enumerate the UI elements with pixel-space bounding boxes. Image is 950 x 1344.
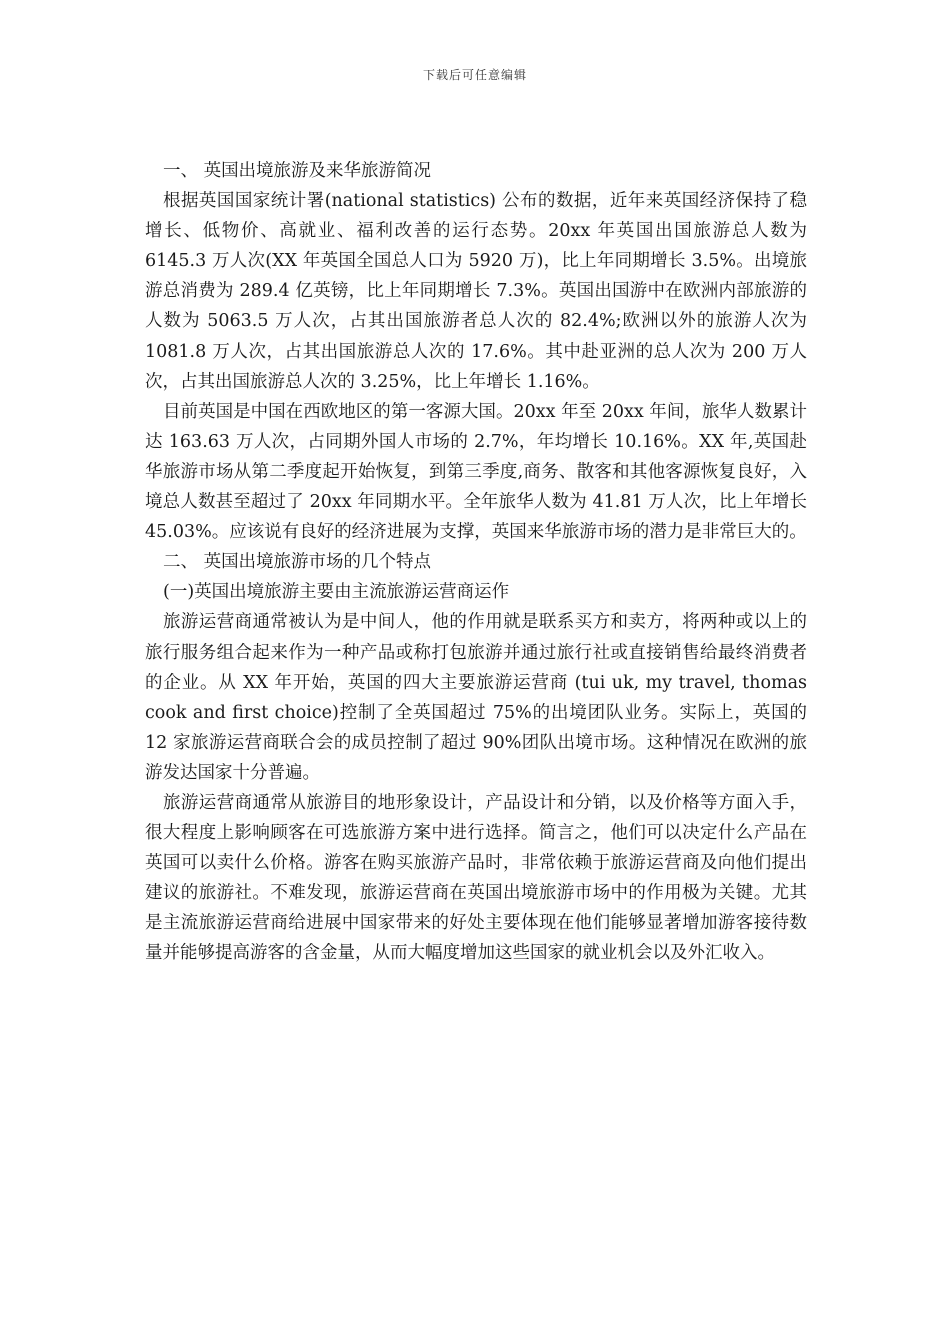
page-header: 下载后可任意编辑	[422, 68, 527, 82]
section-1-title: 一、 英国出境旅游及来华旅游简况	[163, 161, 432, 181]
paragraph-2: 目前英国是中国在西欧地区的第一客源大国。20xx 年至 20xx 年间，旅华人数累计达 163.63 万人次，占同期外国人市场的 2.7%，年均增长 10.16%。XX 年,英国赴华旅游市场从第二季度起开始恢复，到第三季度,商务、散客和其他客源恢复良好，入境总人数甚至超过了 20xx 年同期水平。全年旅华人数为 41.81 万人次，比上年增长 45.03%。应该说有良好的经济进展为支撑，英国来华旅游市场的潜力是非常巨大的。	[145, 401, 807, 543]
paragraph-1: 根据英国国家统计署(national statistics) 公布的数据，近年来英国经济保持了稳增长、低物价、高就业、福利改善的运行态势。20xx 年英国出国旅游总人数为 6145.3 万人次(XX 年英国全国总人口为 5920 万)，比上年同期增长 3.5%。出境旅游总消费为 289.4 亿英镑，比上年同期增长 7.3%。英国出国游中在欧洲内部旅游的人数为 5063.5 万人次，占其出国旅游者总人次的 82.4%;欧洲以外的旅游人次为 1081.8 万人次，占其出国旅游总人次的 17.6%。其中赴亚洲的总人次为 200 万人次，占其出国旅游总人次的 3.25%，比上年增长 1.16%。	[145, 191, 807, 392]
section-2-title: 二、 英国出境旅游市场的几个特点	[163, 552, 432, 573]
paragraph-3: 旅游运营商通常被认为是中间人，他的作用就是联系买方和卖方，将两种或以上的旅行服务组合起来作为一种产品或称打包旅游并通过旅行社或直接销售给最终消费者的企业。从 XX 年开始，英国的四大主要旅游运营商 (tui uk, my travel, thomas cook and first choice)控制了全英国超过 75%的出境团队业务。实际上，英国的 12 家旅游运营商联合会的成员控制了超过 90%团队出境市场。这种情况在欧洲的旅游发达国家十分普遍。	[145, 612, 807, 783]
paragraph-4: 旅游运营商通常从旅游目的地形象设计，产品设计和分销，以及价格等方面入手，很大程度上影响顾客在可选旅游方案中进行选择。简言之，他们可以决定什么产品在英国可以卖什么价格。游客在购买旅游产品时，非常依赖于旅游运营商及向他们提出建议的旅游社。不难发现，旅游运营商在英国出境旅游市场中的作用极为关键。尤其是主流旅游运营商给进展中国家带来的好处主要体现在他们能够显著增加游客接待数量并能够提高游客的含金量，从而大幅度增加这些国家的就业机会以及外汇收入。	[145, 792, 807, 964]
subsection-1-title: (一)英国出境旅游主要由主流旅游运营商运作	[163, 582, 510, 603]
document-body	[145, 156, 807, 969]
